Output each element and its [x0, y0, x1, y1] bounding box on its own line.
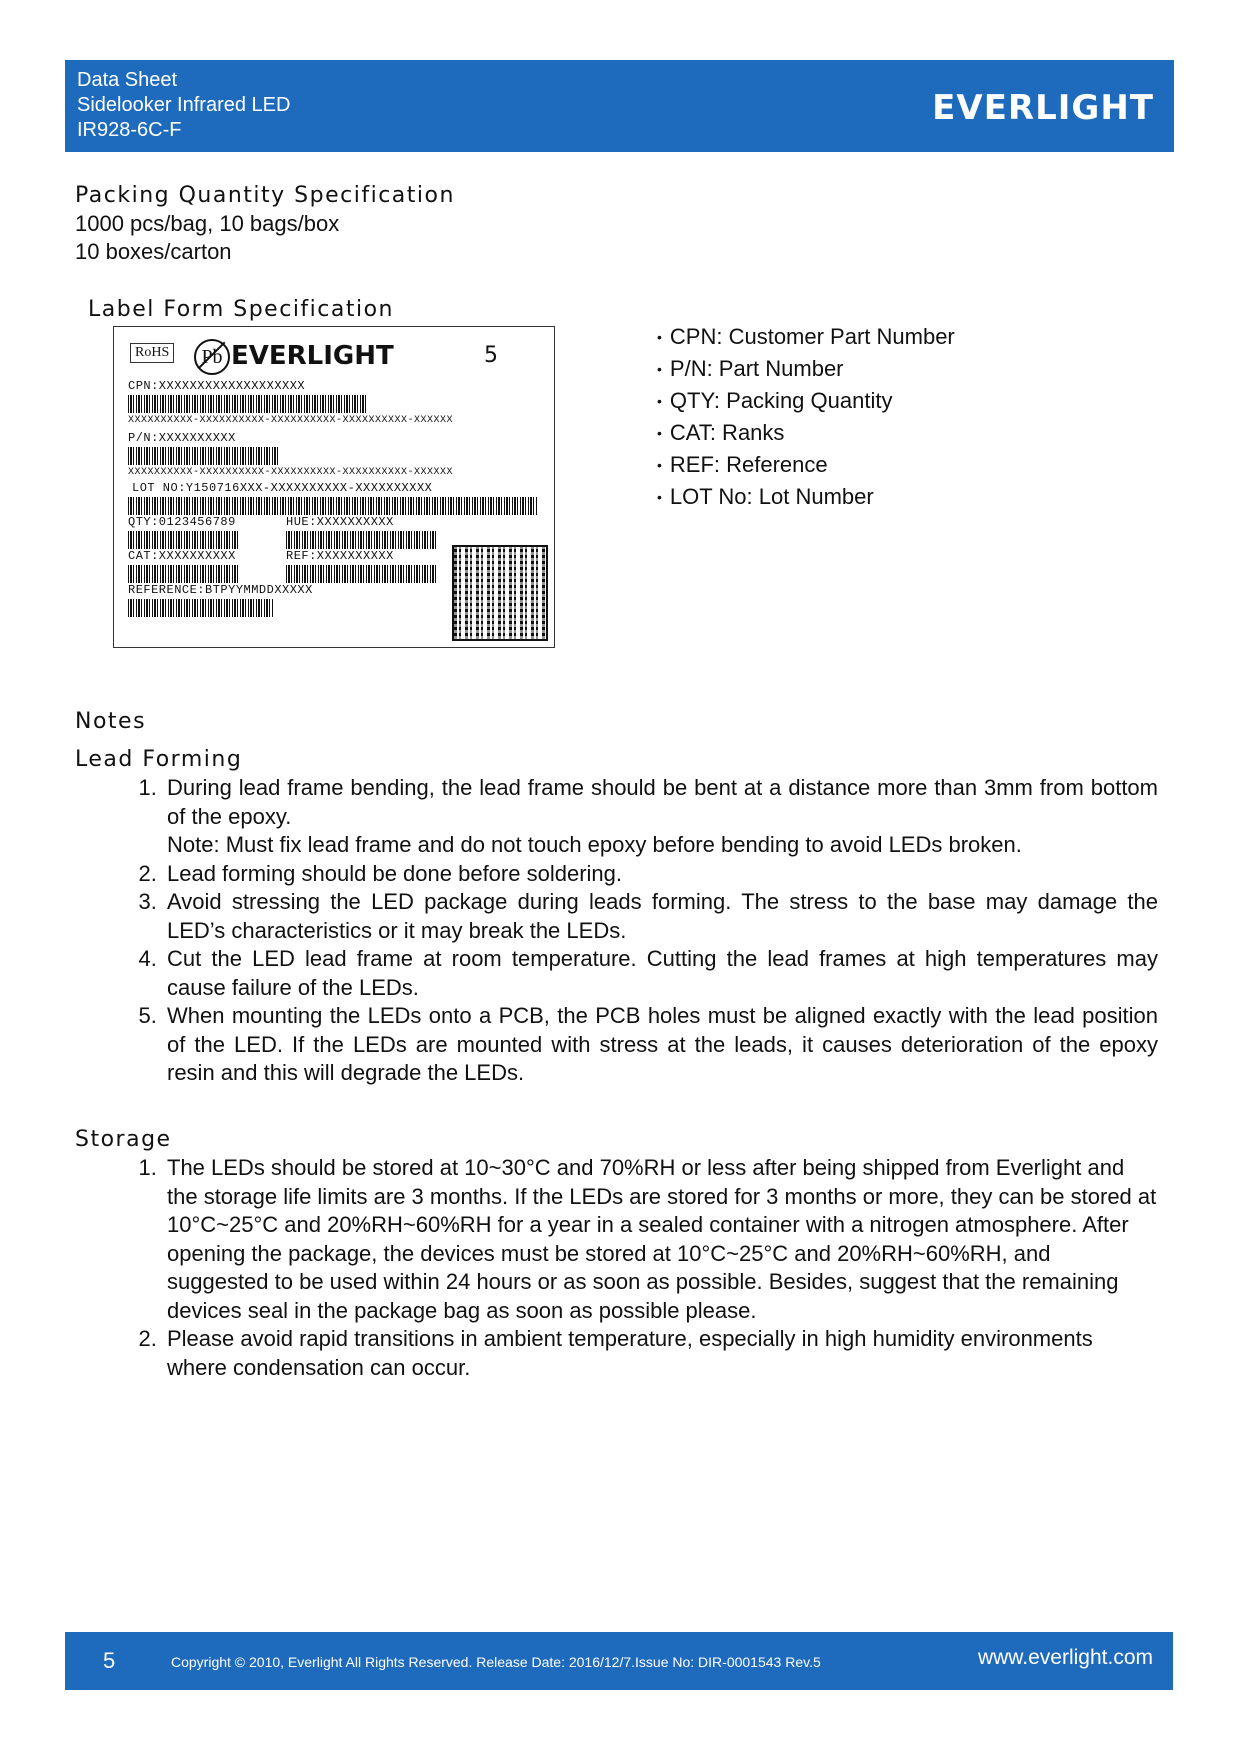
packing-line-1: 1000 pcs/bag, 10 bags/box — [75, 211, 340, 236]
label-qty: QTY:0123456789 — [128, 515, 236, 529]
copyright-text: Copyright © 2010, Everlight All Rights Reserved. Release Date: 2016/12/7.Issue No: DIR-0001543 Rev.5 — [171, 1654, 821, 1670]
barcode-cat — [128, 565, 238, 583]
label-hue: HUE:XXXXXXXXXX — [286, 515, 394, 529]
barcode-qty — [128, 531, 238, 549]
part-number: IR928-6C-F — [77, 119, 182, 141]
list-item: 4. Cut the LED lead frame at room temperature. Cutting the lead frames at high temperatures may cause failure of the LEDs. — [163, 945, 1158, 1002]
legend-item: • REF: Reference — [657, 450, 955, 482]
website-link[interactable]: www.everlight.com — [977, 1646, 1153, 1669]
doc-type: Data Sheet — [77, 69, 178, 91]
header-titles — [77, 68, 290, 143]
legend-item: • P/N: Part Number — [657, 354, 955, 386]
page-number: 5 — [103, 1648, 116, 1673]
label-cat: CAT:XXXXXXXXXX — [128, 549, 236, 563]
legend-item: • CPN: Customer Part Number — [657, 322, 955, 354]
lead-forming-list — [108, 774, 1158, 1088]
footer-bar — [65, 1632, 1173, 1690]
list-item: 2. Lead forming should be done before soldering. — [163, 860, 1158, 889]
packing-line-2: 10 boxes/carton — [75, 239, 232, 264]
barcode-reference — [128, 599, 273, 617]
label-ref: REF:XXXXXXXXXX — [286, 549, 394, 563]
list-item-note: Note: Must fix lead frame and do not touch epoxy before bending to avoid LEDs broken. — [167, 832, 1022, 857]
list-item-text: During lead frame bending, the lead frame should be bent at a distance more than 3mm from bottom of the epoxy. — [167, 775, 1158, 829]
legend-item: • CAT: Ranks — [657, 418, 955, 450]
barcode-cpn — [128, 395, 368, 413]
label-lot: LOT NO:Y150716XXX-XXXXXXXXXX-XXXXXXXXXX — [132, 481, 433, 495]
label-x-line-2: XXXXXXXXXX-XXXXXXXXXX-XXXXXXXXXX-XXXXXXXXXX-XXXXXX — [128, 467, 454, 478]
label-pn: P/N:XXXXXXXXXX — [128, 431, 236, 445]
storage-list — [108, 1154, 1158, 1382]
notes-title: Notes — [75, 709, 147, 734]
label-cpn: CPN:XXXXXXXXXXXXXXXXXXX — [128, 379, 306, 393]
rohs-mark: RoHS — [130, 343, 174, 363]
barcode-hue — [286, 531, 436, 549]
label-x-line-1: XXXXXXXXXX-XXXXXXXXXX-XXXXXXXXXX-XXXXXXXXXX-XXXXXX — [128, 415, 454, 426]
packing-title: Packing Quantity Specification — [75, 183, 455, 208]
storage-title: Storage — [75, 1127, 172, 1152]
qr-code — [452, 545, 548, 641]
legend-item: • QTY: Packing Quantity — [657, 386, 955, 418]
barcode-lot — [128, 497, 538, 515]
legend-item: • LOT No: Lot Number — [657, 482, 955, 514]
barcode-pn — [128, 447, 278, 465]
label-logo: EVERLIGHT — [231, 341, 394, 371]
pb-free-icon: Pb — [194, 339, 230, 375]
barcode-ref — [286, 565, 436, 583]
label-form-title: Label Form Specification — [88, 297, 395, 322]
product-name: Sidelooker Infrared LED — [77, 94, 291, 116]
header-bar — [65, 60, 1174, 152]
everlight-logo: EVERLIGHT — [932, 88, 1154, 128]
list-item: 5. When mounting the LEDs onto a PCB, the PCB holes must be aligned exactly with the lead position of the LED. If the LEDs are mounted with stress at the leads, it causes deterioration of the epoxy resin and this will degrade the LEDs. — [163, 1002, 1158, 1088]
label-number: 5 — [484, 343, 498, 368]
list-item: 2. Please avoid rapid transitions in ambient temperature, especially in high humidity environments where condensation can occur. — [163, 1325, 1158, 1382]
label-reference: REFERENCE:BTPYYMMDDXXXXX — [128, 583, 313, 597]
lead-forming-title: Lead Forming — [75, 747, 243, 772]
label-legend — [657, 322, 955, 514]
list-item: 1. The LEDs should be stored at 10~30°C and 70%RH or less after being shipped from Everlight and the storage life limits are 3 months. If the LEDs are stored for 3 months or more, they can be stored at 10°C~25°C and 20%RH~60%RH for a year in a sealed container with a nitrogen atmosphere. After opening the package, the devices must be stored at 10°C~25°C and 20%RH~60%RH, and suggested to be used within 24 hours or as soon as possible. Besides, suggest that the remaining devices seal in the package bag as soon as possible please. — [163, 1154, 1158, 1325]
sample-label — [113, 326, 555, 648]
list-item — [163, 774, 1158, 860]
list-item: 3. Avoid stressing the LED package during leads forming. The stress to the base may damage the LED’s characteristics or it may break the LEDs. — [163, 888, 1158, 945]
